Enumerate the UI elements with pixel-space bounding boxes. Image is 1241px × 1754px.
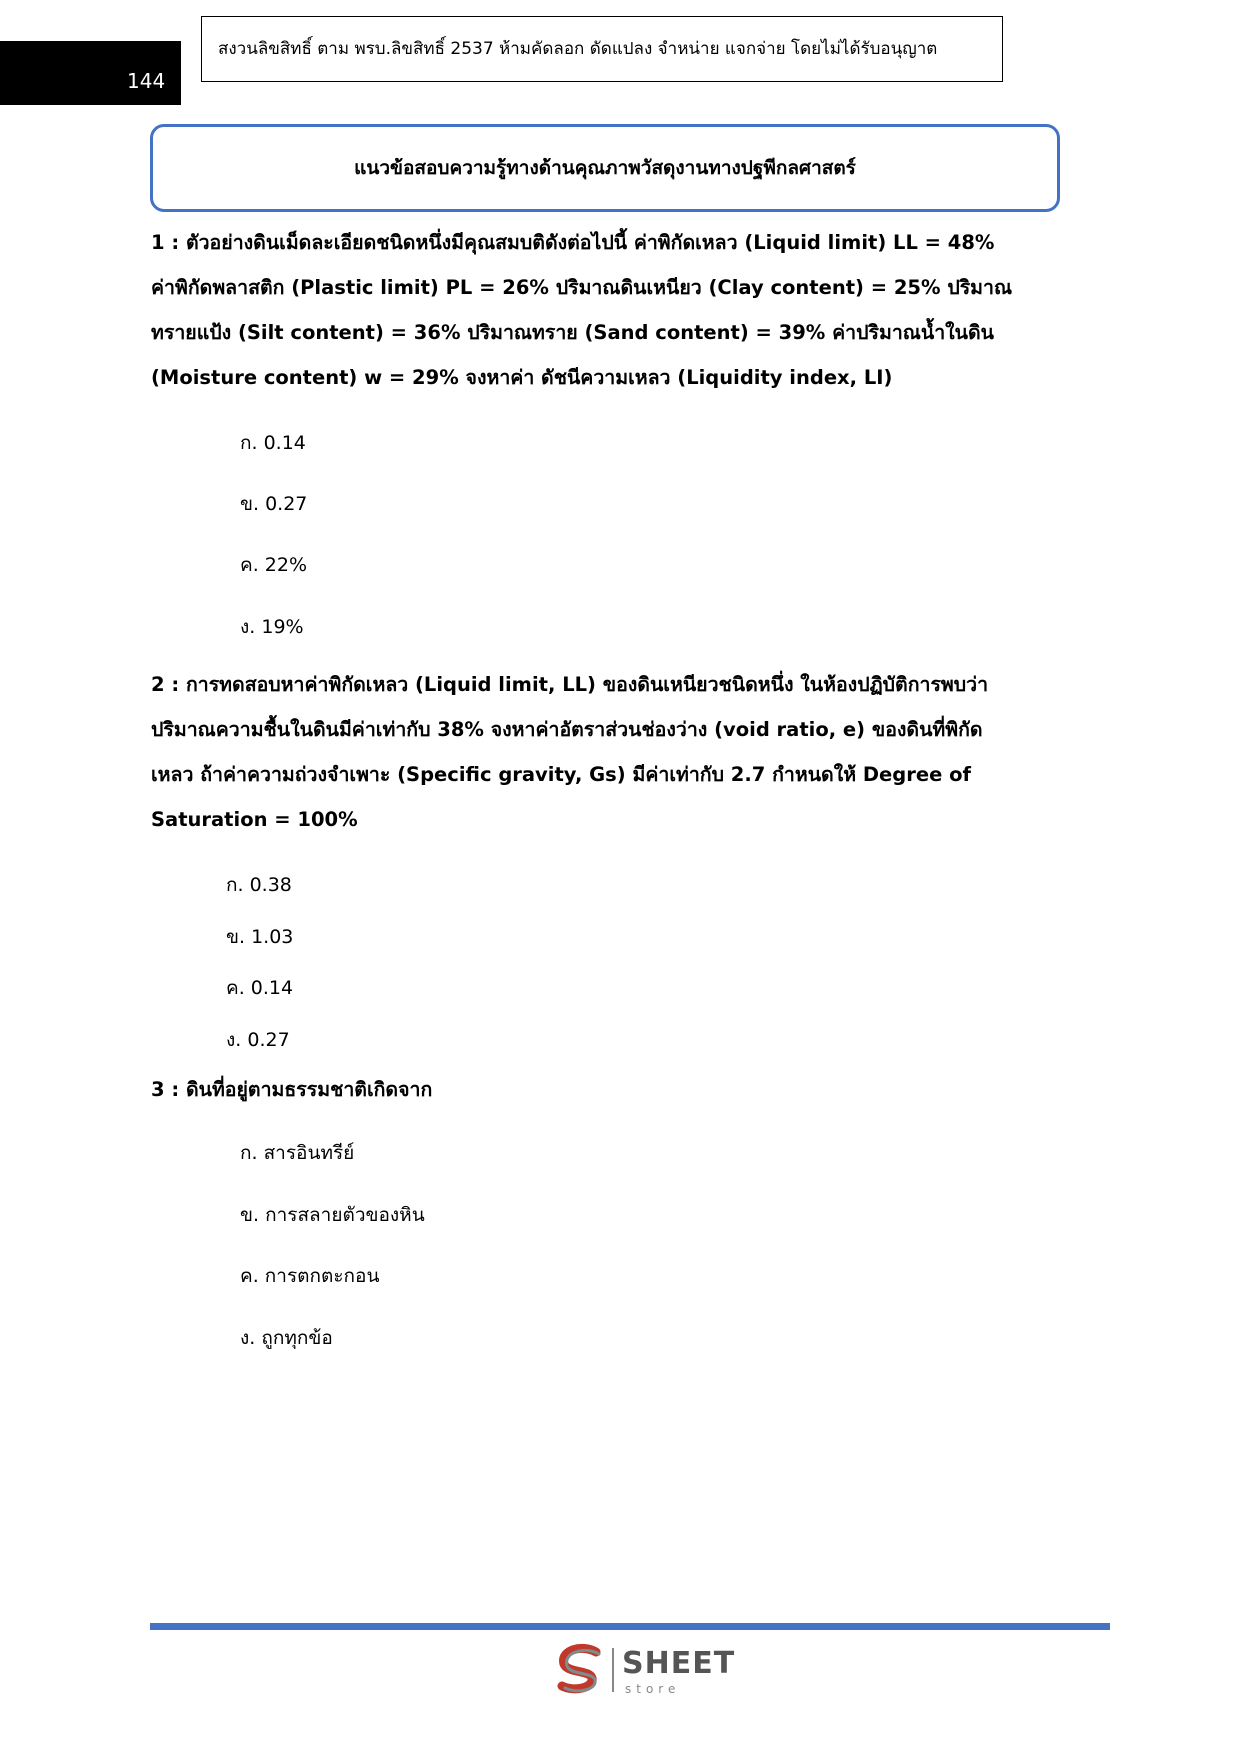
- option-2c: ค. 0.14: [226, 977, 294, 999]
- option-3b: ข. การสลายตัวของหิน: [240, 1204, 425, 1226]
- option-2a: ก. 0.38: [226, 874, 292, 896]
- option-1a: ก. 0.14: [240, 432, 306, 454]
- logo-subtext: store: [625, 1682, 681, 1696]
- copyright-notice: สงวนลิขสิทธิ์ ตาม พรบ.ลิขสิทธิ์ 2537 ห้ามคัดลอก ดัดแปลง จำหน่าย แจกจ่าย โดยไม่ได้รับอนุญาต: [201, 16, 1003, 82]
- logo-text: SHEET: [622, 1646, 736, 1681]
- option-1c: ค. 22%: [240, 554, 308, 576]
- sheet-store-logo: [552, 1642, 736, 1698]
- question-line: 1 : ตัวอย่างดินเม็ดละเอียดชนิดหนึ่งมีคุณสมบติดังต่อไปนี้ ค่าพิกัดเหลว (Liquid limit) LL = 48%: [151, 231, 995, 254]
- question-line: ทรายแป้ง (Silt content) = 36% ปริมาณทราย (Sand content) = 39% ค่าปริมาณน้ำในดิน: [151, 321, 995, 344]
- footer-divider: [150, 1623, 1110, 1630]
- question-1: [151, 220, 1066, 400]
- option-3a: ก. สารอินทรีย์: [240, 1142, 355, 1164]
- logo-divider: [612, 1648, 614, 1692]
- option-3c: ค. การตกตะกอน: [240, 1265, 380, 1287]
- option-1b: ข. 0.27: [240, 493, 308, 515]
- question-line: เหลว ถ้าค่าความถ่วงจำเพาะ (Specific gravity, Gs) มีค่าเท่ากับ 2.7 กำหนดให้ Degree of: [151, 763, 971, 786]
- question-line: 2 : การทดสอบหาค่าพิกัดเหลว (Liquid limit, LL) ของดินเหนียวชนิดหนึ่ง ในห้องปฏิบัติการพบว่า: [151, 673, 989, 696]
- question-line: 3 : ดินที่อยู่ตามธรรมชาติเกิดจาก: [151, 1078, 433, 1101]
- question-3: [151, 1067, 1066, 1112]
- page-number: 144: [127, 69, 166, 93]
- sheet-logo-icon: [552, 1642, 608, 1698]
- page-title: แนวข้อสอบความรู้ทางด้านคุณภาพวัสดุงานทางปฐพีกลศาสตร์: [150, 124, 1060, 212]
- question-line: ปริมาณความชื้นในดินมีค่าเท่ากับ 38% จงหาค่าอัตราส่วนช่องว่าง (void ratio, e) ของดินที่พิกัด: [151, 718, 983, 741]
- option-3d: ง. ถูกทุกข้อ: [240, 1327, 333, 1349]
- option-1d: ง. 19%: [240, 616, 304, 638]
- option-2d: ง. 0.27: [226, 1029, 290, 1051]
- question-line: Saturation = 100%: [151, 808, 358, 831]
- page-number-tab: [0, 41, 181, 105]
- question-line: ค่าพิกัดพลาสติก (Plastic limit) PL = 26% ปริมาณดินเหนียว (Clay content) = 25% ปริมาณ: [151, 276, 1013, 299]
- option-2b: ข. 1.03: [226, 926, 294, 948]
- question-2: [151, 662, 1066, 842]
- question-line: (Moisture content) w = 29% จงหาค่า ดัชนีความเหลว (Liquidity index, LI): [151, 366, 893, 389]
